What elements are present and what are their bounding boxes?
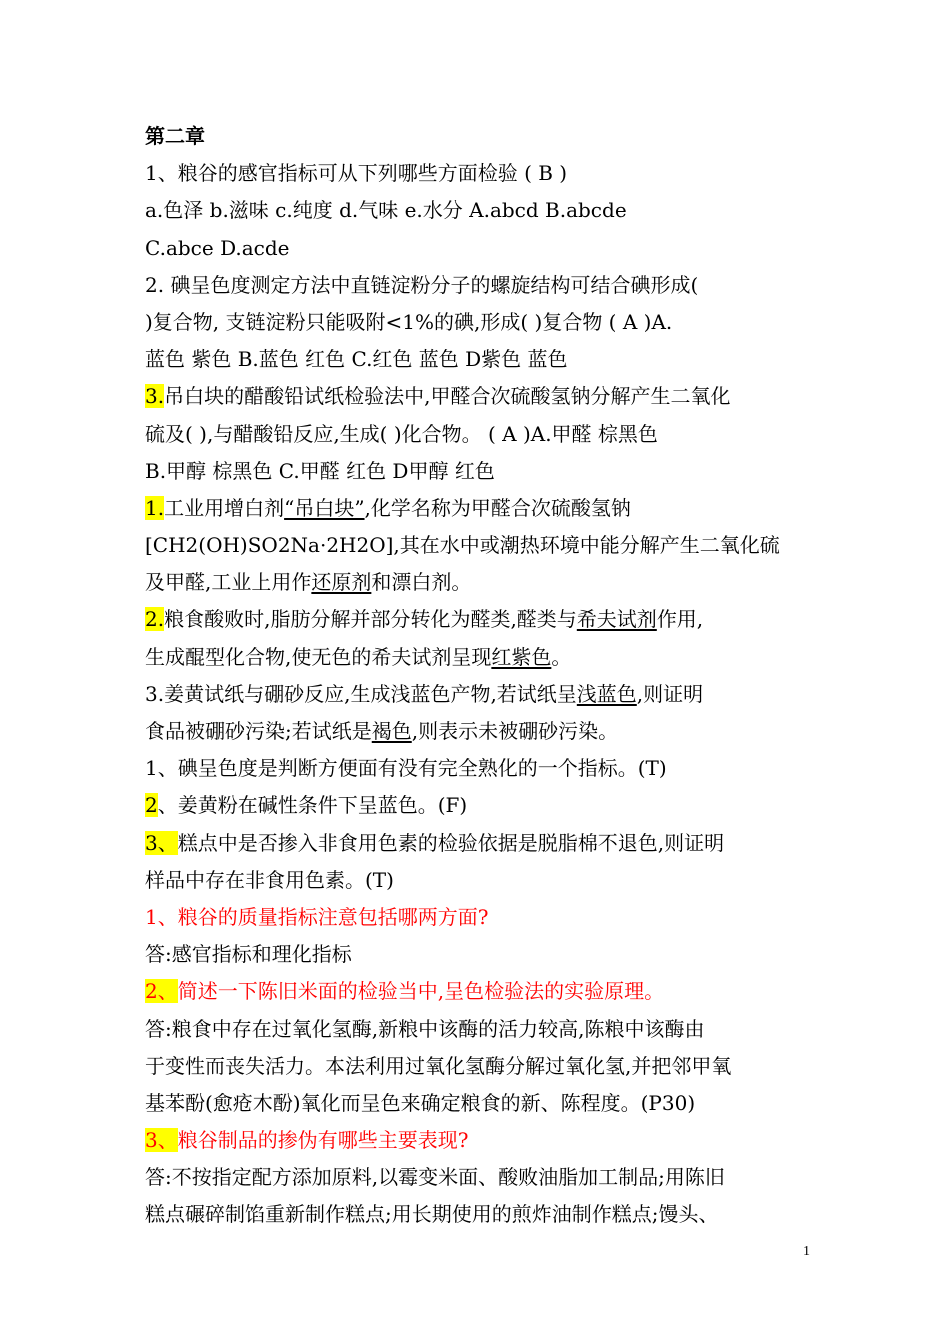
answer-underlined: 褐色 bbox=[371, 719, 412, 743]
fill-blank-1: 1.工业用增白剂“吊白块”,化学名称为甲醛合次硫酸氢钠 bbox=[145, 495, 631, 520]
highlighted-number: 1. bbox=[145, 495, 165, 520]
mc-question-2-cont: )复合物, 支链淀粉只能吸附<1%的碘,形成( )复合物 ( A )A. bbox=[145, 309, 673, 334]
true-false-1: 1、碘呈色度是判断方便面有没有完全熟化的一个指标。(T) bbox=[145, 756, 667, 781]
mc-question-2: 2. 碘呈色度测定方法中直链淀粉分子的螺旋结构可结合碘形成( bbox=[145, 272, 699, 297]
highlighted-number: 3、 bbox=[145, 1128, 178, 1153]
chapter-title: 第二章 bbox=[145, 124, 205, 148]
mc-question-1: 1、粮谷的感官指标可从下列哪些方面检验 ( B ) bbox=[145, 161, 568, 186]
answer-underlined: 还原剂 bbox=[311, 570, 372, 595]
highlighted-number: 2. bbox=[145, 607, 165, 632]
highlighted-number: 3、 bbox=[145, 830, 178, 855]
short-answer-question-2: 2、简述一下陈旧米面的检验当中,呈色检验法的实验原理。 bbox=[145, 979, 665, 1004]
short-answer-answer-3: 答:不按指定配方添加原料,以霉变米面、酸败油脂加工制品;用陈旧 bbox=[145, 1165, 725, 1190]
mc-question-3-cont: 硫及( ),与醋酸铅反应,生成( )化合物。 ( A )A.甲醛 棕黑色 bbox=[145, 421, 658, 446]
document-body bbox=[145, 118, 810, 1234]
short-answer-question-3: 3、粮谷制品的掺伪有哪些主要表现? bbox=[145, 1128, 469, 1153]
fill-blank-1-cont: [CH2(OH)SO2Na·2H2O],其在水中或潮热环境中能分解产生二氧化硫 bbox=[145, 533, 780, 558]
highlighted-number: 2 bbox=[145, 793, 158, 818]
short-answer-answer-1: 答:感官指标和理化指标 bbox=[145, 942, 352, 967]
highlighted-number: 2、 bbox=[145, 979, 178, 1004]
mc-question-1-options-cont: C.abce D.acde bbox=[145, 235, 290, 260]
true-false-2: 2、姜黄粉在碱性条件下呈蓝色。(F) bbox=[145, 793, 468, 818]
short-answer-question-1: 1、粮谷的质量指标注意包括哪两方面? bbox=[145, 904, 489, 929]
short-answer-answer-2-cont2: 基苯酚(愈疮木酚)氧化而呈色来确定粮食的新、陈程度。(P30) bbox=[145, 1090, 696, 1115]
short-answer-answer-3-cont: 糕点碾碎制馅重新制作糕点;用长期使用的煎炸油制作糕点;馒头、 bbox=[145, 1202, 719, 1227]
true-false-3: 3、糕点中是否掺入非食用色素的检验依据是脱脂棉不退色,则证明 bbox=[145, 830, 725, 855]
page-number: 1 bbox=[803, 1244, 810, 1259]
highlighted-number: 3. bbox=[145, 384, 165, 409]
short-answer-answer-2-cont: 于变性而丧失活力。本法利用过氧化氢酶分解过氧化氢,并把邻甲氧 bbox=[145, 1053, 732, 1078]
answer-underlined: “吊白块” bbox=[284, 495, 365, 520]
mc-question-3-options: B.甲醇 棕黑色 C.甲醛 红色 D甲醇 红色 bbox=[145, 458, 495, 483]
fill-blank-2-cont: 生成醌型化合物,使无色的希夫试剂呈现红紫色。 bbox=[145, 644, 572, 669]
mc-question-2-options: 蓝色 紫色 B.蓝色 红色 C.红色 蓝色 D紫色 蓝色 bbox=[145, 347, 568, 372]
fill-blank-1-cont2: 及甲醛,工业上用作还原剂和漂白剂。 bbox=[145, 570, 472, 595]
mc-question-1-options: a.色泽 b.滋味 c.纯度 d.气味 e.水分 A.abcd B.abcde bbox=[145, 198, 627, 223]
fill-blank-3: 3.姜黄试纸与硼砂反应,生成浅蓝色产物,若试纸呈浅蓝色,则证明 bbox=[145, 681, 704, 706]
true-false-3-cont: 样品中存在非食用色素。(T) bbox=[145, 867, 394, 892]
fill-blank-3-cont: 食品被硼砂污染;若试纸是褐色,则表示未被硼砂污染。 bbox=[145, 719, 619, 743]
fill-blank-2: 2.粮食酸败时,脂肪分解并部分转化为醛类,醛类与希夫试剂作用, bbox=[145, 607, 704, 632]
answer-underlined: 红紫色 bbox=[491, 644, 552, 669]
short-answer-answer-2: 答:粮食中存在过氧化氢酶,新粮中该酶的活力较高,陈粮中该酶由 bbox=[145, 1016, 705, 1041]
answer-underlined: 希夫试剂 bbox=[576, 607, 657, 632]
answer-underlined: 浅蓝色 bbox=[576, 681, 637, 706]
mc-question-3: 3.吊白块的醋酸铅试纸检验法中,甲醛合次硫酸氢钠分解产生二氧化 bbox=[145, 384, 731, 409]
